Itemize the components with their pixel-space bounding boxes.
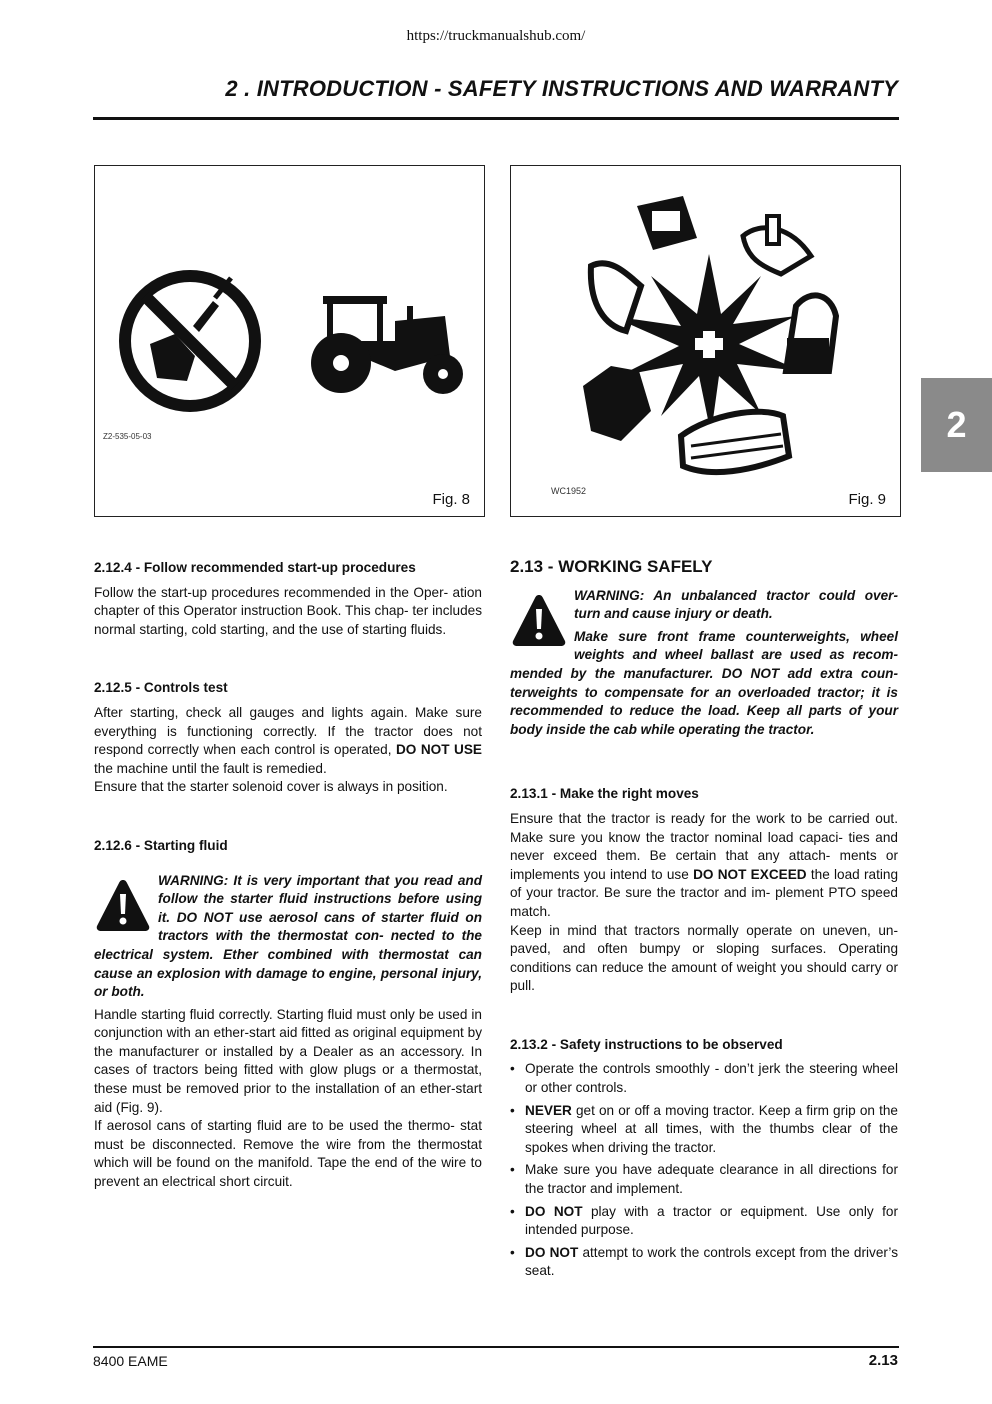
section-2-13-1-heading: 2.13.1 - Make the right moves [510,786,699,802]
safety-instructions-list [510,1060,898,1281]
section-2-12-5-body2: Ensure that the starter solenoid cover is always in position. [94,779,448,795]
header-rule [93,117,899,120]
section-2-13-2-heading: 2.13.2 - Safety instructions to be observed [510,1036,783,1052]
section-2-13-heading: 2.13 - WORKING SAFELY [510,557,713,576]
list-item: • DO NOT play with a tractor or equipment. Use only for intended purpose. [510,1203,898,1240]
section-2-13-1-body2: Keep in mind that tractors normally operate on uneven, un- paved, and often bumpy or sloping surfaces. Operating conditions can reduce the amount of weight you should carry or pull. [510,922,898,994]
figure-8-caption: Fig. 8 [432,491,470,508]
warning-icon [510,591,568,649]
footer-model: 8400 EAME [93,1353,168,1369]
page-title: 2 . INTRODUCTION - SAFETY INSTRUCTIONS AND WARRANTY [225,76,898,101]
tractor-icon [95,166,484,516]
warning-icon [94,876,152,934]
section-2-12-6-heading: 2.12.6 - Starting fluid [94,837,228,853]
right-column [510,558,898,1285]
page-number: 2.13 [868,1352,898,1369]
left-column [94,559,482,1192]
source-url: https://truckmanualshub.com/ [406,28,586,44]
chapter-tab: 2 [921,378,992,472]
section-2-12-4-body: Follow the start-up procedures recommended in the Oper- ation chapter of this Operator instruction Book. This chap- ter includes normal starting, cold starting, and the use of starting fluids. [94,584,482,637]
section-2-12-6-body2: If aerosol cans of starting fluid are to be used the thermo- stat must be disconnected. Remove the wire from the thermostat which will be found on the manifold. Tape the end of the wire to prevent an electrical short circuit. [94,1118,482,1190]
figure-9-caption: Fig. 9 [848,491,886,508]
starting-fluid-warning: WARNING: It is very important that you read and follow the starter fluid instructions before using it. DO NOT use aerosol cans of starter fluid on tractors with the thermostat con- nected to the electrical system. Ether combined with thermostat can cause an explosion with damage to engine, personal injury, or both. [94,872,482,1000]
footer-rule [93,1346,899,1348]
figure-9-code: WC1952 [551,486,587,496]
section-2-12-4-heading: 2.12.4 - Follow recommended start-up procedures [94,560,416,575]
list-item: • NEVER get on or off a moving tractor. Keep a firm grip on the steering wheel at all times, with the thumbs clear of the spokes when driving the tractor. [510,1102,898,1158]
list-item: • Make sure you have adequate clearance in all directions for the tractor and implement. [510,1161,898,1198]
explosion-parts-icon [511,166,900,516]
working-safely-warning: WARNING: An unbalanced tractor could over- turn and cause injury or death. Make sure front frame counterweights, wheel weights and wheel ballast are used as recom- mended by the manufacturer. DO NOT add extra coun- terweights to compensate for an overloaded tractor; it is recommended to reduce the load. Keep all parts of your body inside the cab while operating the tractor. [510,587,898,737]
figure-8-code: Z2-535-05-03 [103,432,152,441]
section-2-12-5-body: After starting, check all gauges and lights again. Make sure everything is functioning correctly. If the tractor does not respond correctly when each control is operated, DO NOT USE the machine until the fault is remedied. [94,704,482,776]
list-item: • DO NOT attempt to work the controls except from the driver’s seat. [510,1244,898,1281]
list-item: • Operate the controls smoothly - don’t jerk the steering wheel or other controls. [510,1060,898,1097]
section-2-12-6-body1: Handle starting fluid correctly. Starting fluid must only be used in conjunction with an ether-start aid fitted as original equipment by the manufacturer or installed by a Dealer as an accessory. In cases of tractors being fitted with glow plugs or a thermostat, these must be removed prior to the installation of an ether-start aid (Fig. 9). [94,1006,482,1115]
figure-9 [510,165,901,517]
section-2-13-1-body1: Ensure that the tractor is ready for the work to be carried out. Make sure you know the tractor nominal load capaci- ties and never exceed them. Be certain that any attach- ments or implements you intend to use DO NOT EXCEED the load rating of your tractor. Be sure the tractor and im- plement PTO speed match. [510,810,898,919]
figure-8 [94,165,485,517]
section-2-12-5-heading: 2.12.5 - Controls test [94,680,228,696]
